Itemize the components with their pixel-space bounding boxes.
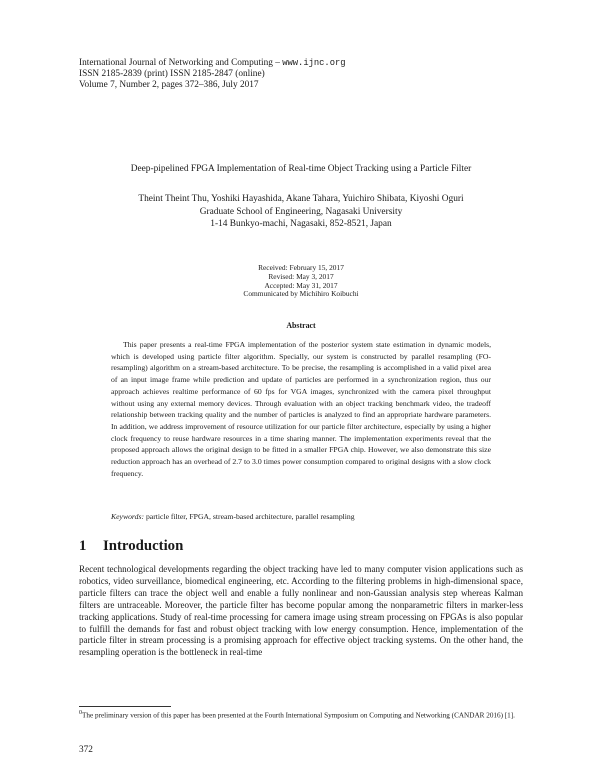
introduction-paragraph: Recent technological developments regarding the object tracking have led to many computer vision applications such as robotics, video surveillance, biomedical engineering, etc. According to the filtering problems in high-dimensional space, particle filters can trace the object well and enable a fully nonlinear and non-Gaussian analysis step whereas Kalman filters are untraceable. Moreover, the particle filter has become popular among the nonparametric filters in marker-less tracking applications. Study of real-time processing for camera image using stream processing on FPGAs is also popular to fulfill the demands for fast and robust object tracking with low energy consumption. Hence, implementation of the particle filter in stream processing is a promising approach for effective object tracking systems. On the other hand, the resampling operation is the bottleneck in real-time [79, 564, 523, 658]
journal-url-link[interactable]: www.ijnc.org [282, 58, 346, 68]
footnote [79, 709, 523, 721]
journal-volume: Volume 7, Number 2, pages 372–386, July 2017 [79, 80, 259, 91]
accepted-date: Accepted: May 31, 2017 [264, 280, 338, 290]
author-address: 1-14 Bunkyo-machi, Nagasaki, 852-8521, Japan [210, 219, 392, 230]
author-names: Theint Theint Thu, Yoshiki Hayashida, Akane Tahara, Yuichiro Shibata, Kiyoshi Oguri [138, 194, 464, 204]
abstract-heading: Abstract [286, 321, 316, 330]
section-title: Introduction [103, 538, 184, 554]
publication-dates [79, 264, 523, 299]
footnote-text: The preliminary version of this paper has been presented at the Fourth International Symposium on Computing and Networking (CANDAR 2016) [1]. [82, 711, 515, 720]
journal-header [79, 58, 499, 92]
footnote-divider [79, 706, 171, 707]
communicated-by: Communicated by Michihiro Koibuchi [243, 289, 359, 299]
section-number: 1 [79, 538, 87, 554]
keywords-list: particle filter, FPGA, stream-based architecture, parallel resampling [144, 512, 355, 521]
section-heading [79, 538, 183, 555]
page-number: 372 [79, 745, 93, 755]
author-affiliation: Graduate School of Engineering, Nagasaki University [199, 206, 403, 217]
journal-issn: ISSN 2185-2839 (print) ISSN 2185-2847 (online) [79, 69, 265, 80]
paper-title: Deep-pipelined FPGA Implementation of Real-time Object Tracking using a Particle Filter [130, 164, 472, 174]
keywords [111, 511, 491, 522]
footnote-marker: 0 [79, 710, 82, 716]
author-block [79, 193, 523, 231]
revised-date: Revised: May 3, 2017 [268, 271, 334, 281]
journal-name: International Journal of Networking and Computing – [79, 58, 283, 68]
abstract-text: This paper presents a real-time FPGA implementation of the posterior system state estimation in dynamic models, which is developed using particle filter algorithm. Specially, our system is constructed by parallel resampling (FO-resampling) algorithm on a stream-based architecture. To be precise, the resampling is accomplished in a valid pixel area of an input image frame while prediction and update of particles are performed in a synchronization region, thus our approach achieves realtime performance of 60 fps for VGA images, synchronized with the camera pixel throughput without using any external memory devices. Through evaluation with an object tracking benchmark video, the tradeoff relationship between tracking quality and the number of particles is analyzed to find an appropriate hardware parameters. In addition, we address improvement of resource utilization for our particle filter architecture, especially by using a higher clock frequency to reuse hardware resources in a time sharing manner. The implementation experiments reveal that the proposed approach allows the original design to be fitted in a smaller FPGA chip. However, we also demonstrate this size reduction approach has an overhead of 2.7 to 3.0 times power consumption compared to original designs with a slow clock frequency. [111, 340, 491, 478]
received-date: Received: February 15, 2017 [258, 263, 344, 272]
journal-name-line [79, 58, 499, 69]
keywords-label: Keywords: [111, 512, 145, 521]
